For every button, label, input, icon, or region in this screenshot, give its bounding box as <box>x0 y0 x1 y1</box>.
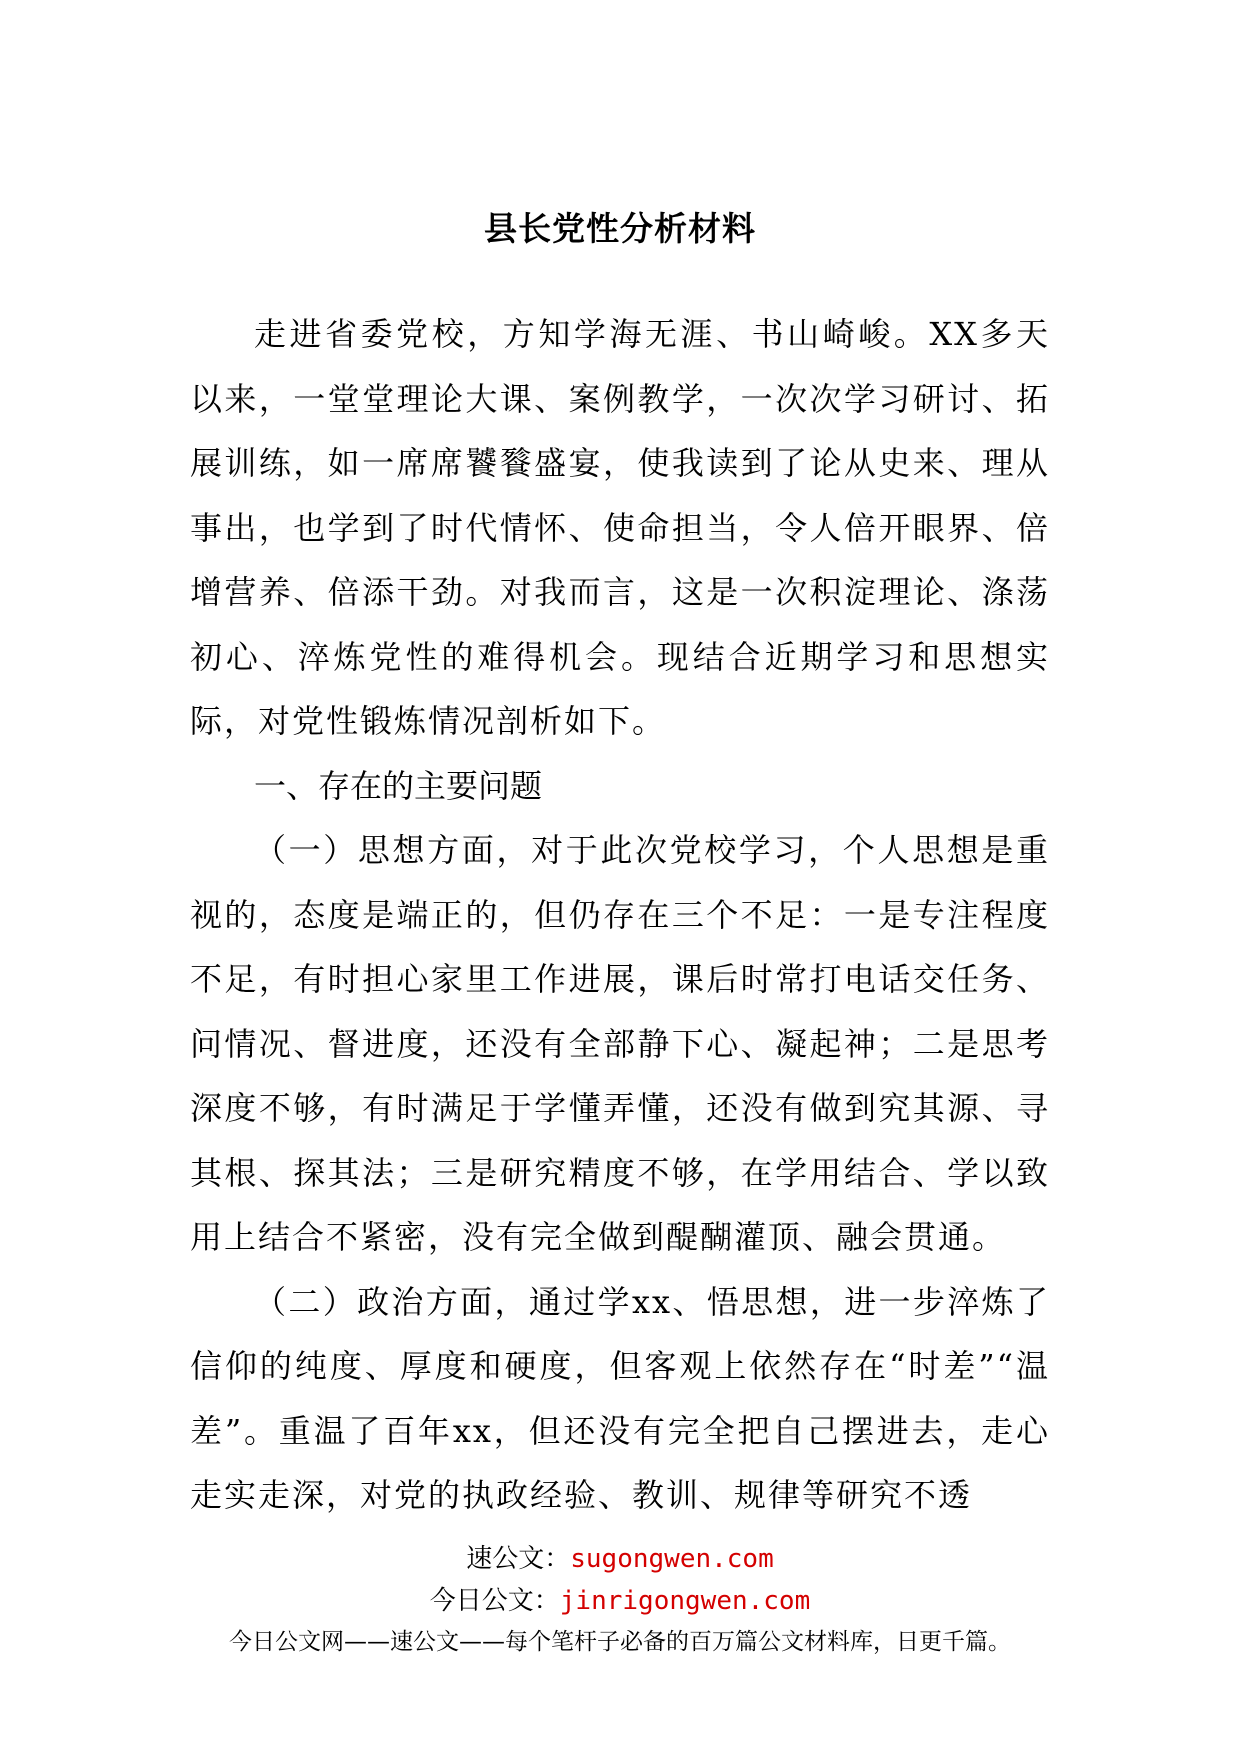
paragraph-political-aspect: （二）政治方面，通过学xx、悟思想，进一步淬炼了信仰的纯度、厚度和硬度，但客观上依然存在“时差”“温差”。重温了百年xx，但还没有完全把自己摆进去，走心走实走深，对党的执政经验、教训、规律等研究不透 <box>190 1282 1050 1514</box>
footer-sugongwen <box>0 1542 1240 1576</box>
footer-jinrigongwen-link[interactable]: jinrigongwen.com <box>559 1586 811 1616</box>
document-body <box>190 302 1050 1528</box>
paragraph-thought-aspect: （一）思想方面，对于此次党校学习，个人思想是重视的，态度是端正的，但仍存在三个不足：一是专注程度不足，有时担心家里工作进展，课后时常打电话交任务、问情况、督进度，还没有全部静下心、凝起神；二是思考深度不够，有时满足于学懂弄懂，还没有做到究其源、寻其根、探其法；三是研究精度不够，在学用结合、学以致用上结合不紧密，没有完全做到醍醐灌顶、融会贯通。 <box>190 831 1050 1256</box>
intro-paragraph: 走进省委党校，方知学海无涯、书山崎峻。XX多天以来，一堂堂理论大课、案例教学，一次次学习研讨、拓展训练，如一席席饕餮盛宴，使我读到了论从史来、理从事出，也学到了时代情怀、使命担当，令人倍开眼界、倍增营养、倍添干劲。对我而言，这是一次积淀理论、涤荡初心、淬炼党性的难得机会。现结合近期学习和思想实际，对党性锻炼情况剖析如下。 <box>190 315 1050 740</box>
document-title: 县长党性分析材料 <box>484 209 756 248</box>
footer-sugongwen-label: 速公文： <box>466 1544 571 1574</box>
footer-slogan: 今日公文网——速公文——每个笔杆子必备的百万篇公文材料库，日更千篇。 <box>229 1629 1011 1655</box>
footer-jinrigongwen-label: 今日公文： <box>429 1586 560 1616</box>
footer-jinrigongwen <box>0 1584 1240 1618</box>
footer-sugongwen-link[interactable]: sugongwen.com <box>570 1544 774 1574</box>
section-heading-problems: 一、存在的主要问题 <box>254 766 543 805</box>
